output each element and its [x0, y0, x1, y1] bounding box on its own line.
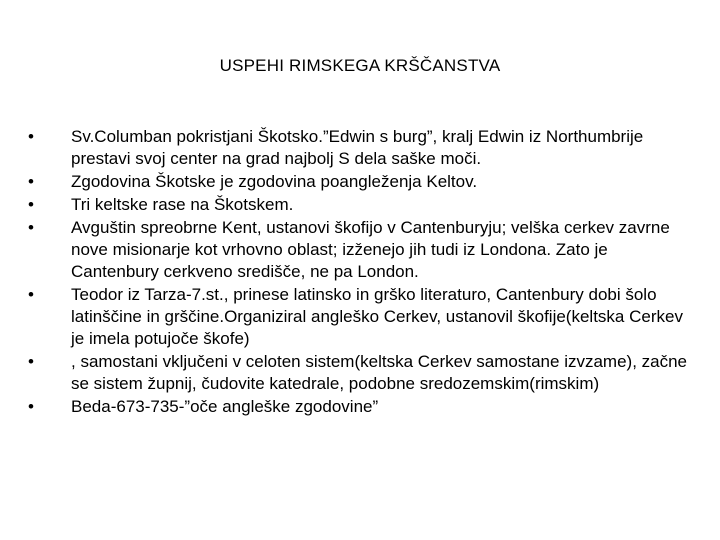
- bullet-item: [28, 171, 696, 193]
- bullet-list: [28, 126, 696, 419]
- bullet-item: [28, 351, 696, 395]
- bullet-text: Avguštin spreobrne Kent, ustanovi škofijo v Cantenburyju; velška cerkev zavrne nove misionarje kot vrhovno oblast; izženejo jih tudi iz Londona. Zato je Cantenbury cerkveno središče, ne pa London.: [71, 218, 670, 281]
- bullet-text: Teodor iz Tarza-7.st., prinese latinsko in grško literaturo, Cantenbury dobi šolo latinščine in grščine.Organiziral angleško Cerkev, ustanovil škofije(keltska Cerkev je imela potujoče škofe): [71, 285, 683, 348]
- bullet-item: [28, 396, 696, 418]
- bullet-text: Beda-673-735-”oče angleške zgodovine”: [71, 397, 379, 416]
- bullet-text: , samostani vključeni v celoten sistem(keltska Cerkev samostane izvzame), začne se sistem župnij, čudovite katedrale, podobne sredozemskim(rimskim): [71, 352, 688, 393]
- bullet-icon: •: [28, 127, 34, 146]
- bullet-icon: •: [28, 172, 34, 191]
- bullet-item: [28, 284, 696, 350]
- slide-title: USPEHI RIMSKEGA KRŠČANSTVA: [219, 56, 501, 75]
- bullet-item: [28, 126, 696, 170]
- bullet-text: Tri keltske rase na Škotskem.: [71, 195, 294, 214]
- bullet-icon: •: [28, 285, 34, 304]
- bullet-icon: •: [28, 352, 34, 371]
- bullet-item: [28, 217, 696, 283]
- bullet-text: Zgodovina Škotske je zgodovina poangleženja Keltov.: [71, 172, 478, 191]
- bullet-item: [28, 194, 696, 216]
- bullet-text: Sv.Columban pokristjani Škotsko.”Edwin s burg”, kralj Edwin iz Northumbrije prestavi svoj center na grad najbolj S dela saške moči.: [71, 127, 644, 168]
- bullet-icon: •: [28, 218, 34, 237]
- bullet-icon: •: [28, 195, 34, 214]
- bullet-icon: •: [28, 397, 34, 416]
